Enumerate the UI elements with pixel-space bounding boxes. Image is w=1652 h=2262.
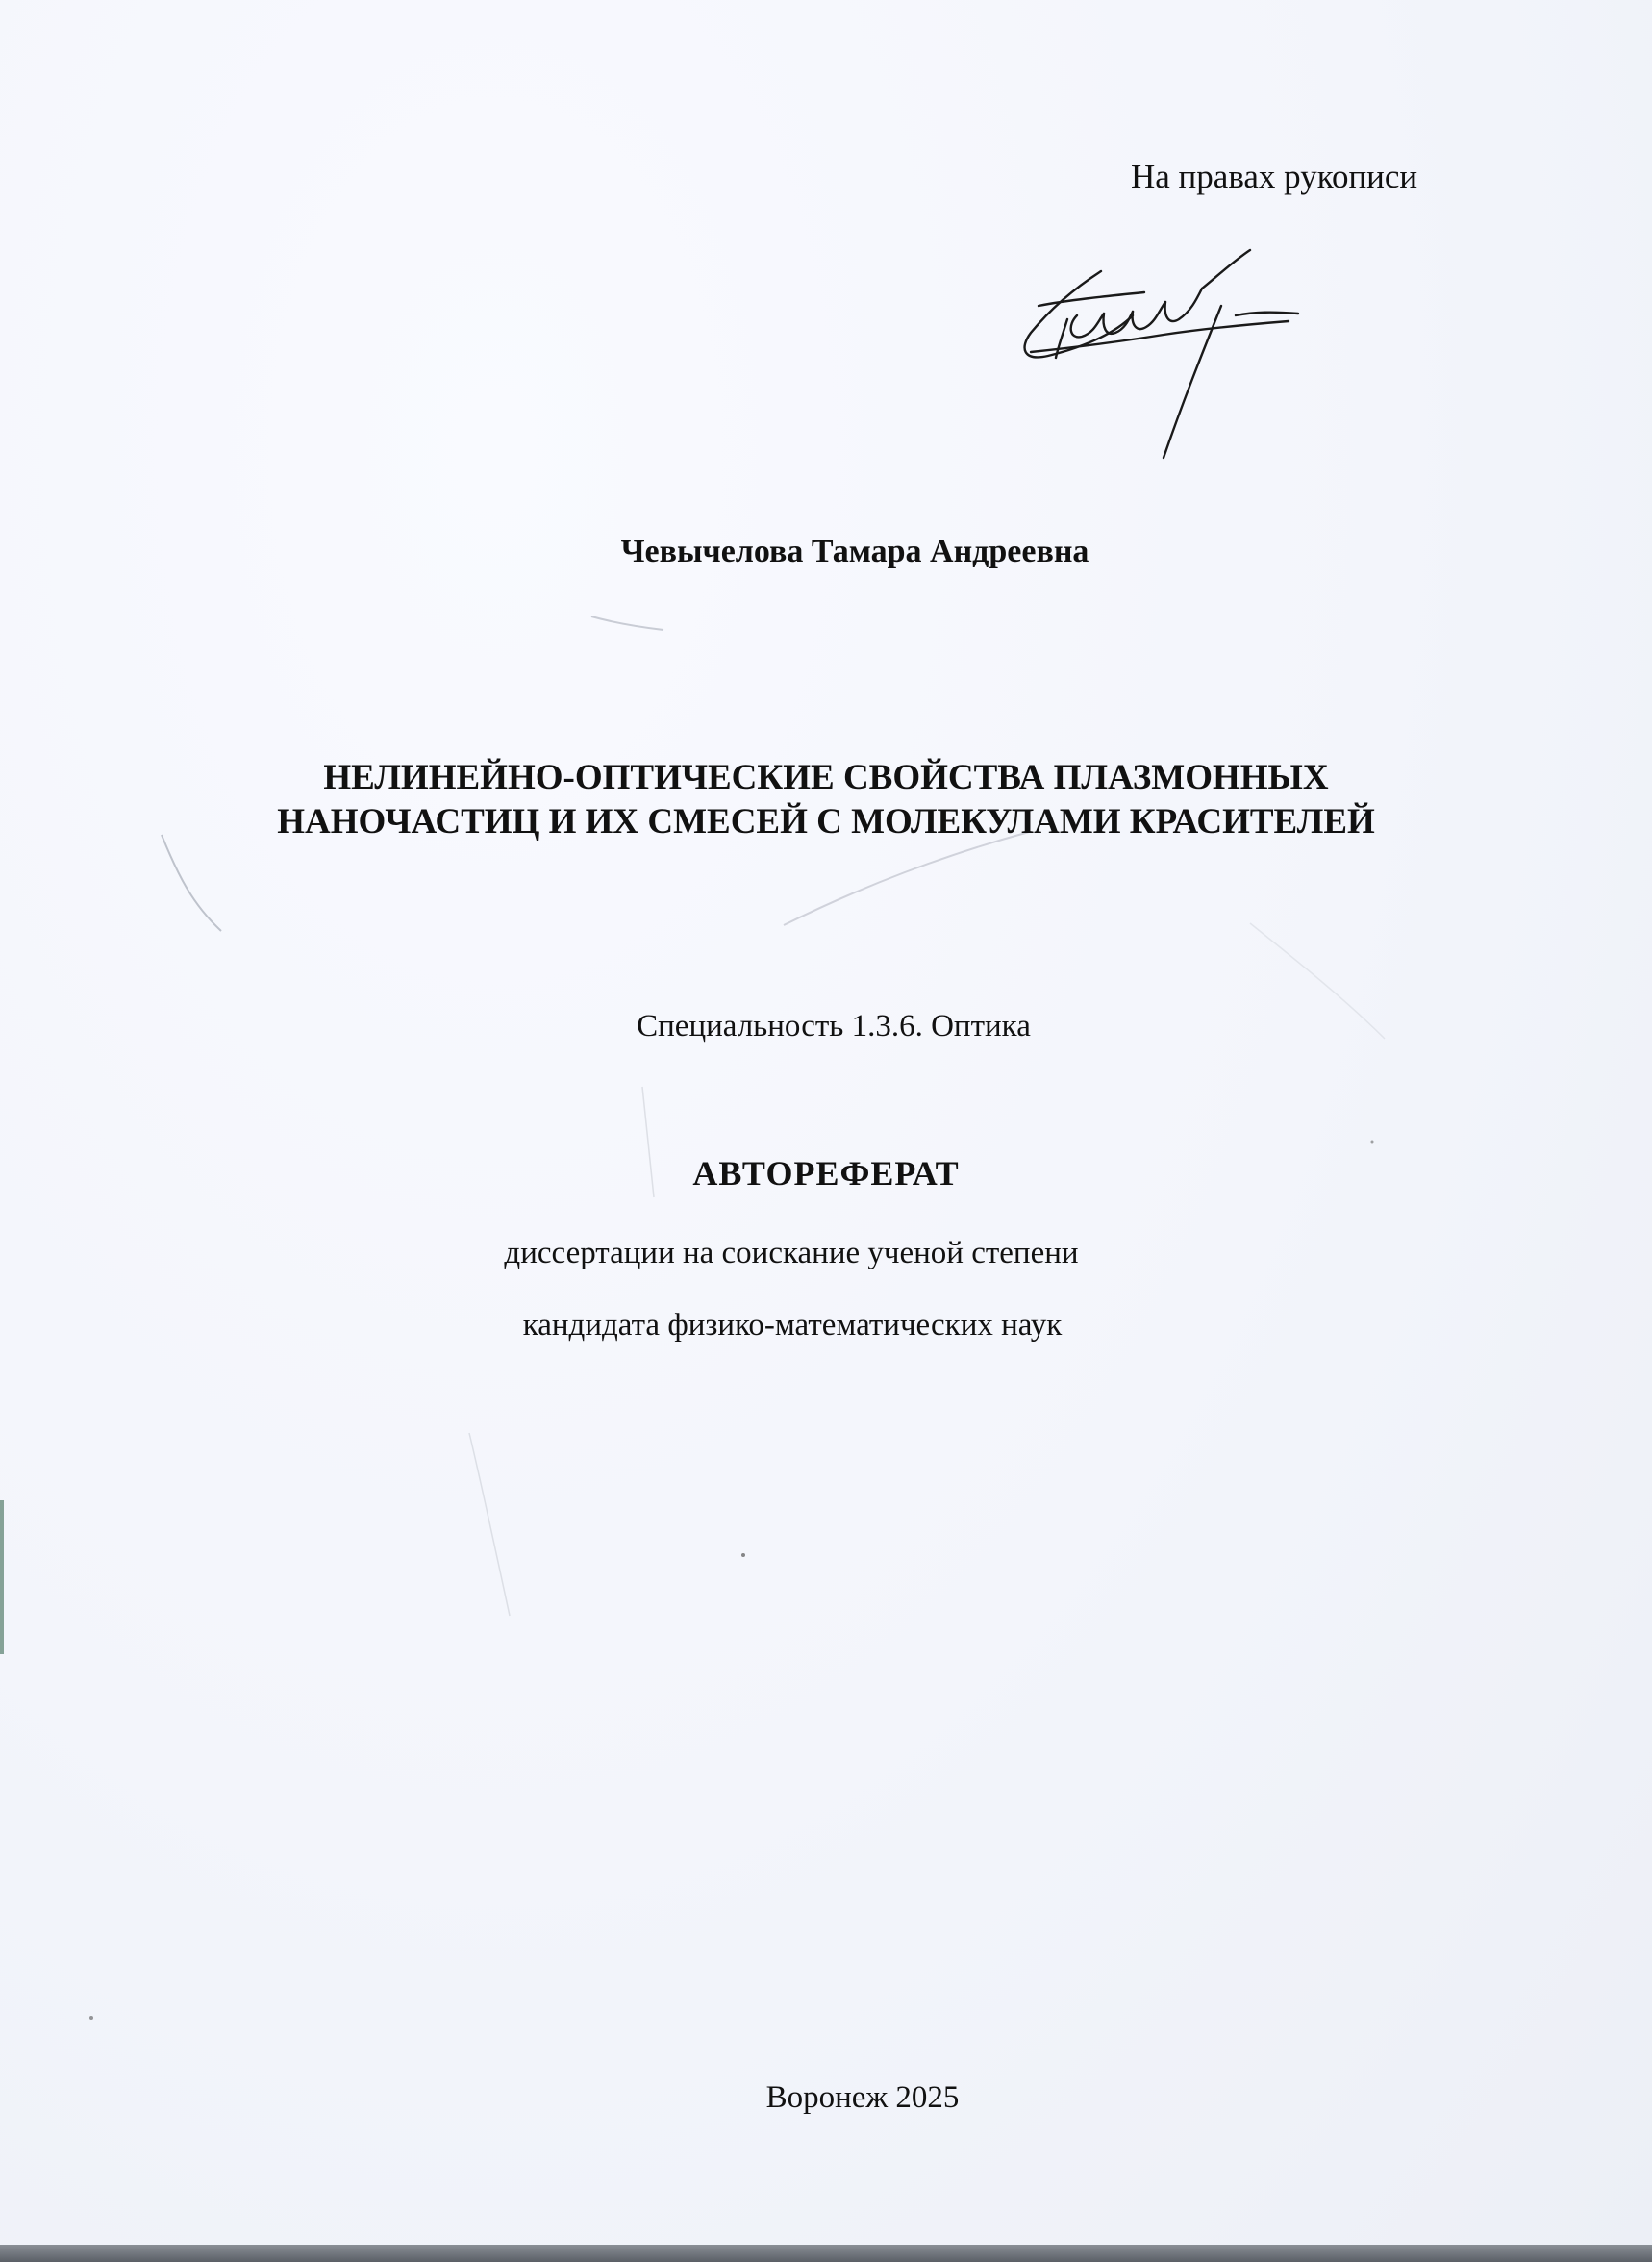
title-line-2: НАНОЧАСТИЦ И ИХ СМЕСЕЙ С МОЛЕКУЛАМИ КРАСИТЕЛЕЙ [277, 802, 1375, 842]
degree-line-2: кандидата физико-математических наук [522, 1308, 1063, 1343]
author-name: Чевычелова Тамара Андреевна [620, 534, 1089, 569]
degree-line-1: диссертации на соискание ученой степени [504, 1236, 1079, 1270]
city-year: Воронеж 2025 [765, 2080, 960, 2115]
dissertation-title [0, 756, 1652, 844]
manuscript-rights-note: На правах рукописи [1131, 158, 1418, 195]
page-bottom-edge [0, 2245, 1652, 2262]
author-signature [1010, 248, 1308, 465]
document-type-heading: АВТОРЕФЕРАТ [692, 1154, 960, 1193]
specialty-line: Специальность 1.3.6. Оптика [637, 1009, 1031, 1043]
title-line-1: НЕЛИНЕЙНО-ОПТИЧЕСКИЕ СВОЙСТВА ПЛАЗМОННЫХ [323, 758, 1329, 797]
page-left-edge [0, 1500, 4, 1654]
